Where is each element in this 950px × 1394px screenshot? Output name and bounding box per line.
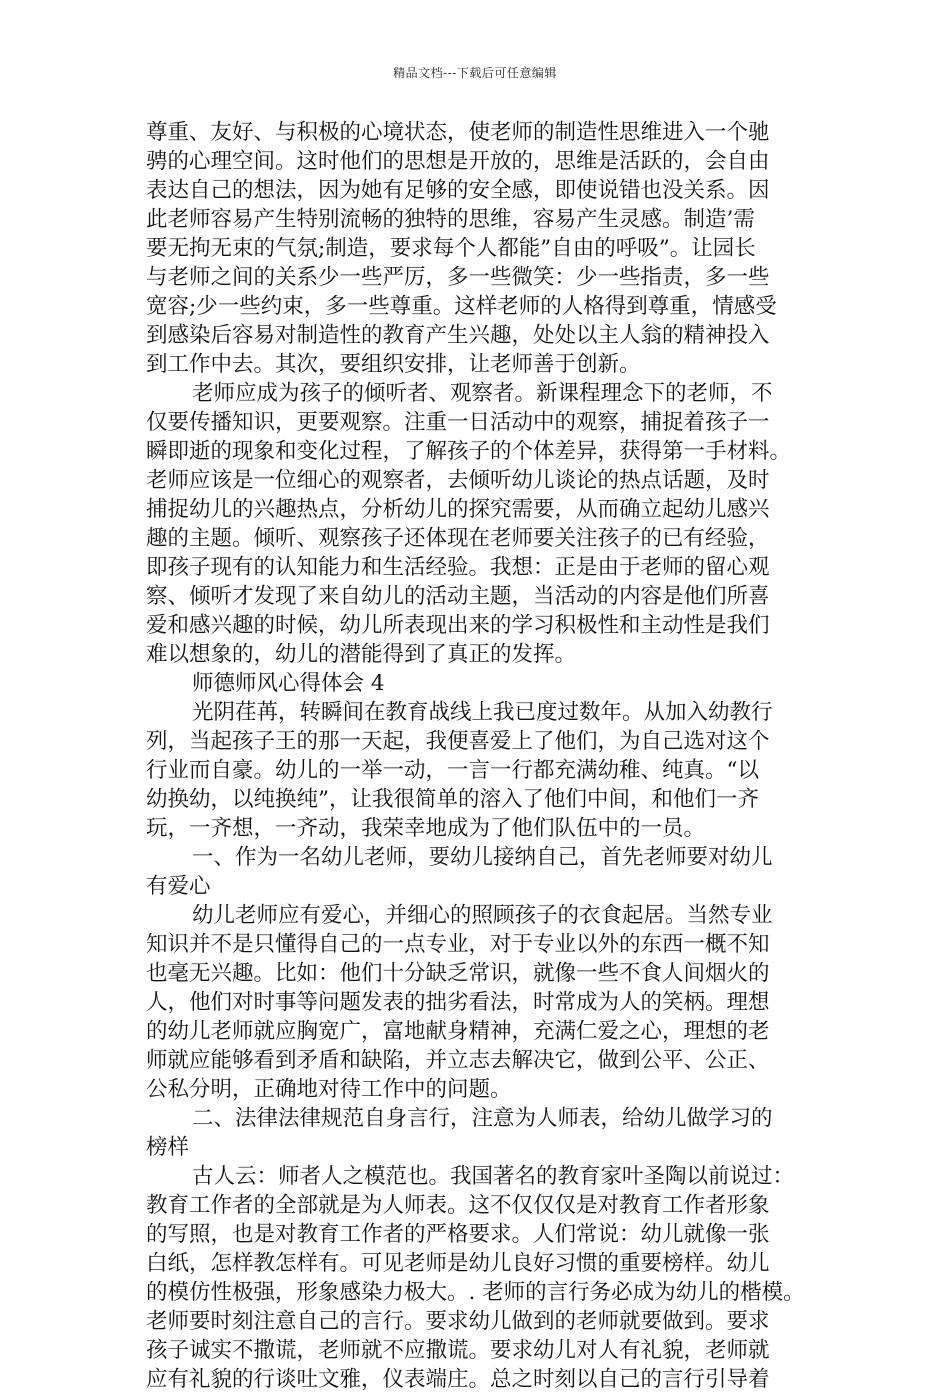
text-line: 一、作为一名幼儿老师，要幼儿接纳自己，首先老师要对幼儿	[192, 845, 773, 870]
text-line: 难以想象的，幼儿的潜能得到了真正的发挥。	[146, 642, 577, 667]
document-body	[146, 118, 826, 1394]
text-line: 的幼儿老师就应胸宽广，富地献身精神，充满仁爱之心，理想的老	[146, 1019, 770, 1044]
text-line: 有爱心	[146, 874, 211, 899]
text-line: 师德师风心得体会 4	[192, 671, 385, 696]
text-line: 的模仿性极强，形象感染力极大。. 老师的言行务必成为幼儿的楷模。	[146, 1280, 805, 1305]
text-line: 与老师之间的关系少一些严厉，多一些微笑：少一些指责，多一些	[146, 265, 770, 290]
text-line: 此老师容易产生特别流畅的独特的思维，容易产生灵感。制造’需	[146, 207, 755, 232]
text-line: 行业而自豪。幼儿的一举一动，一言一行都充满幼稚、纯真。“以	[146, 758, 759, 783]
text-line: 应有礼貌的行谈吐文雅，仪表端庄。总之时刻以自己的言行引导着	[146, 1367, 770, 1392]
text-line: 要无拘无束的气氛;制造，要求每个人都能”自由的呼吸”。让园长	[146, 236, 756, 261]
text-line: 白纸，怎样教怎样有。可见老师是幼儿良好习惯的重要榜样。幼儿	[146, 1251, 770, 1276]
text-line: 光阴荏苒，转瞬间在教育战线上我已度过数年。从加入幼教行	[192, 700, 773, 725]
text-line: 孩子诚实不撒谎，老师就不应撒谎。要求幼儿对人有礼貌，老师就	[146, 1338, 770, 1363]
text-line: 瞬即逝的现象和变化过程，了解孩子的个体差异，获得第一手材料。	[146, 439, 792, 464]
text-line: 老师应该是一位细心的观察者，去倾听幼儿谈论的热点话题，及时	[146, 468, 770, 493]
text-line: 即孩子现有的认知能力和生活经验。我想：正是由于老师的留心观	[146, 555, 770, 580]
text-line: 二、法律法律规范自身言行，注意为人师表，给幼儿做学习的	[192, 1106, 773, 1131]
text-line: 爱和感兴趣的时候，幼儿所表现出来的学习积极性和主动性是我们	[146, 613, 770, 638]
text-line: 骋的心理空间。这时他们的思想是开放的，思维是活跃的，会自由	[146, 149, 770, 174]
text-line: 老师要时刻注意自己的言行。要求幼儿做到的老师就要做到。要求	[146, 1309, 770, 1334]
text-line: 察、倾听才发现了来自幼儿的活动主题，当活动的内容是他们所喜	[146, 584, 770, 609]
text-line: 幼儿老师应有爱心，并细心的照顾孩子的衣食起居。当然专业	[192, 903, 773, 928]
text-line: 宽容;少一些约束，多一些尊重。这样老师的人格得到尊重，情感受	[146, 294, 777, 319]
text-line: 捕捉幼儿的兴趣热点，分析幼儿的探究需要，从而确立起幼儿感兴	[146, 497, 770, 522]
text-line: 师就应能够看到矛盾和缺陷，并立志去解决它，做到公平、公正、	[146, 1048, 770, 1073]
text-line: 到感染后容易对制造性的教育产生兴趣，处处以主人翁的精神投入	[146, 323, 770, 348]
text-line: 趣的主题。倾听、观察孩子还体现在老师要关注孩子的已有经验，	[146, 526, 770, 551]
text-line: 到工作中去。其次，要组织安排，让老师善于创新。	[146, 352, 641, 377]
text-line: 古人云：师者人之模范也。我国著名的教育家叶圣陶以前说过：	[192, 1164, 795, 1189]
text-line: 人，他们对时事等问题发表的拙劣看法，时常成为人的笑柄。理想	[146, 990, 770, 1015]
text-line: 表达自己的想法，因为她有足够的安全感，即使说错也没关系。因	[146, 178, 770, 203]
page-header: 精品文档---下载后可任意编辑	[393, 66, 557, 80]
text-line: 尊重、友好、与积极的心境状态，使老师的制造性思维进入一个驰	[146, 120, 770, 145]
text-line: 榜样	[146, 1135, 190, 1160]
text-line: 知识并不是只懂得自己的一点专业，对于专业以外的东西一概不知	[146, 932, 770, 957]
text-line: 老师应成为孩子的倾听者、观察者。新课程理念下的老师，不	[192, 381, 773, 406]
text-line: 列，当起孩子王的那一天起，我便喜爱上了他们，为自己选对这个	[146, 729, 770, 754]
text-line: 幼换幼，以纯换纯”，让我很简单的溶入了他们中间，和他们一齐	[146, 787, 759, 812]
text-line: 教育工作者的全部就是为人师表。这不仅仅仅是对教育工作者形象	[146, 1193, 770, 1218]
text-line: 玩，一齐想，一齐动，我荣幸地成为了他们队伍中的一员。	[146, 816, 706, 841]
text-line: 也毫无兴趣。比如：他们十分缺乏常识，就像一些不食人间烟火的	[146, 961, 770, 986]
text-line: 公私分明，正确地对待工作中的问题。	[146, 1077, 512, 1102]
text-line: 的写照，也是对教育工作者的严格要求。人们常说：幼儿就像一张	[146, 1222, 770, 1247]
text-line: 仅要传播知识，更要观察。注重一日活动中的观察，捕捉着孩子一	[146, 410, 770, 435]
